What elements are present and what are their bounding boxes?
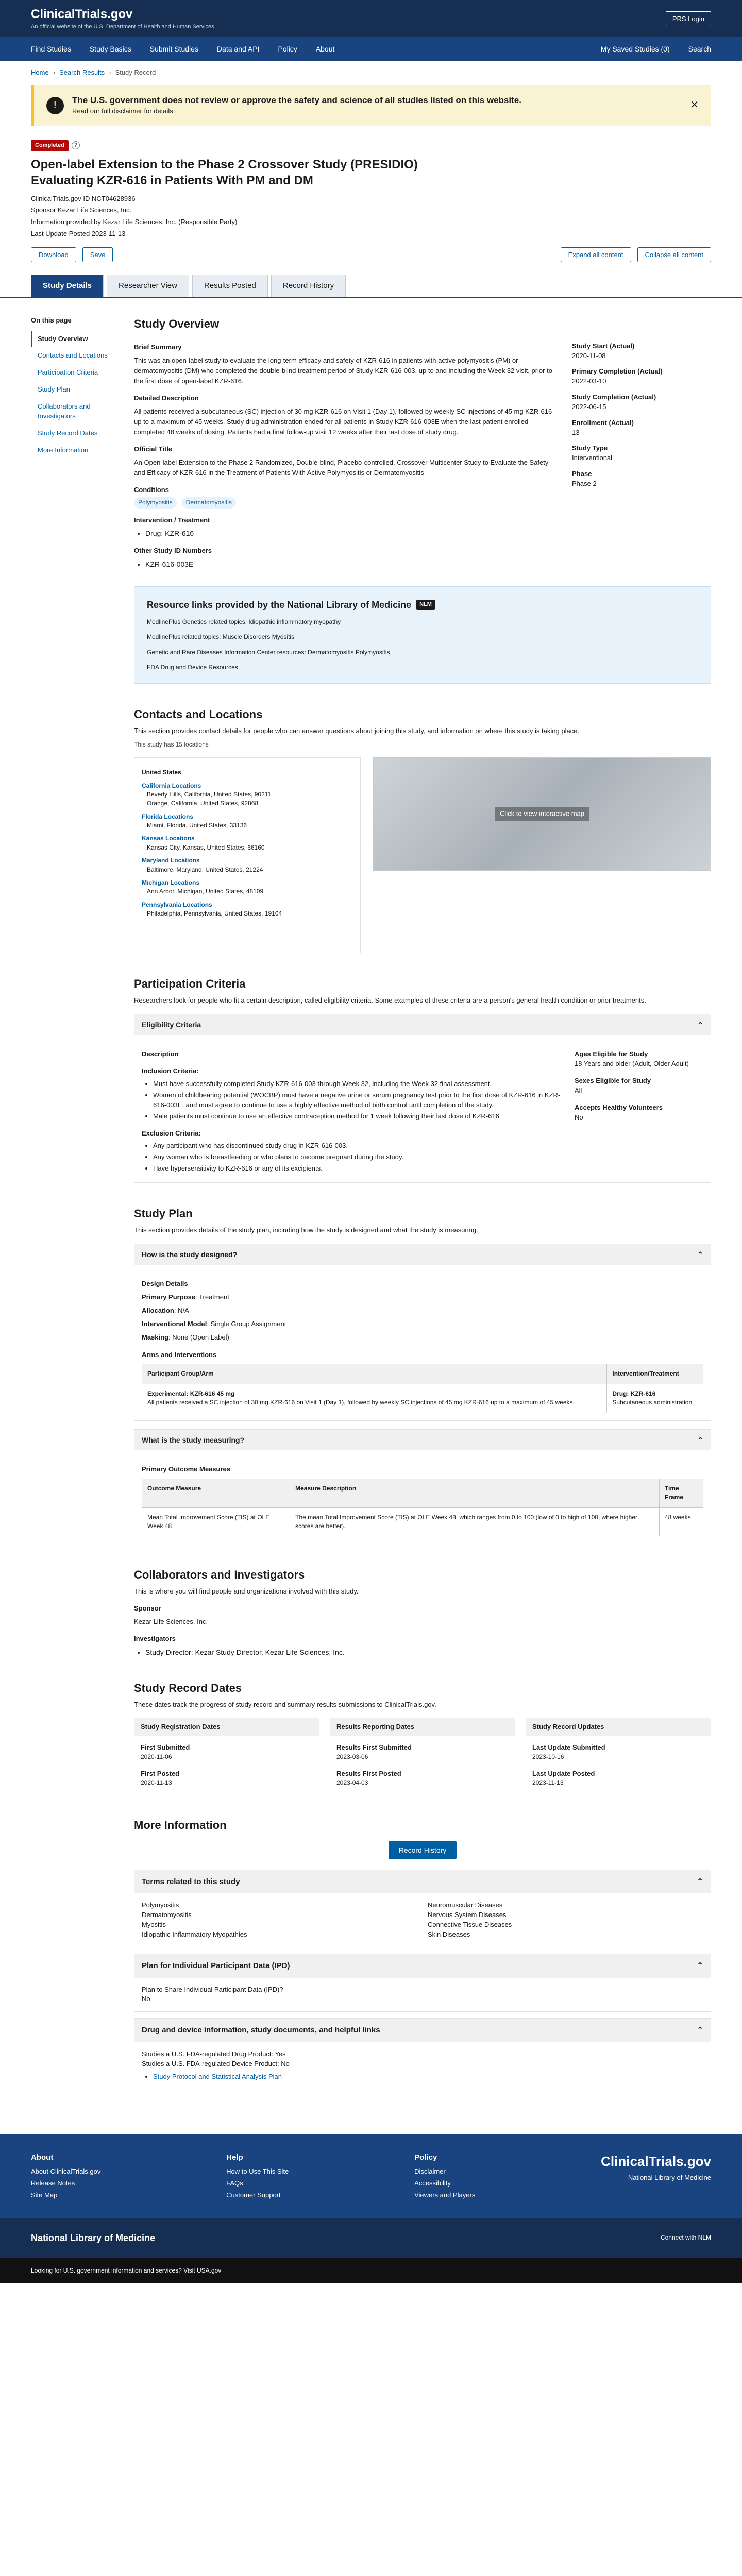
footer-column: Policy Disclaimer Accessibility Viewers and Players	[414, 2150, 475, 2202]
participation-criteria-section	[134, 976, 711, 1183]
design-value: None (Open Label)	[172, 1333, 229, 1342]
brief-summary: This was an open-label study to evaluate the long-term efficacy and safety of KZR-616 in patients with active polymyositis (PM) or dermatomyositis (DM) who completed the double-blind treatment period of Study KZR-616-003, up to and including the Week 32 visit, prior to the first dose of open-label KZR-616.	[134, 356, 552, 385]
footer-link[interactable]: How to Use This Site	[226, 2167, 289, 2176]
location-item: Kansas City, Kansas, United States, 66160	[147, 843, 265, 851]
nav-item[interactable]: Find Studies	[31, 44, 71, 53]
footer-column: Help How to Use This Site FAQs Customer Support	[226, 2150, 289, 2202]
inclusion-item: • Women of childbearing potential (WOCBP) must have a negative urine or serum pregnancy test prior to the first dose of KZR-616 in KZR-616-003E, and must agree to continue to use a highly effective method of birth control until completion of the study.	[153, 1091, 562, 1110]
site-subtitle: An official website of the U.S. Department of Health and Human Services	[31, 24, 214, 30]
state-label: Florida Locations	[142, 812, 194, 820]
other-ids-label: Other Study ID Numbers	[134, 546, 212, 554]
location-list[interactable]	[134, 757, 361, 953]
fact-label: Primary Completion (Actual)	[572, 367, 663, 376]
usa-gov-bar[interactable]: Looking for U.S. government information and services? Visit USA.gov	[0, 2258, 742, 2283]
section-intro: This section provides contact details for people who can answer questions about joining this study, and information on where this study is taking place.	[134, 727, 580, 735]
top-bar	[0, 0, 742, 37]
sponsor-name: Kezar Life Sciences, Inc.	[134, 1618, 208, 1626]
location-item: Beverly Hills, California, United States, 90211	[147, 790, 272, 798]
collaborators-section	[134, 1567, 711, 1657]
description-label: Description	[142, 1050, 179, 1058]
intervention-description: Subcutaneous administration	[612, 1399, 693, 1406]
search-link[interactable]: Search	[688, 44, 711, 53]
study-facts-sidebar	[572, 335, 711, 571]
fact-label: Study Completion (Actual)	[572, 393, 656, 401]
fact-value: Interventional	[572, 454, 613, 462]
expand-all-button[interactable]: Expand all content	[561, 247, 631, 262]
nav-item[interactable]: About	[315, 44, 335, 53]
detailed-description-label: Detailed Description	[134, 394, 199, 402]
nav-item[interactable]: Submit Studies	[149, 44, 198, 53]
design-details-label: Design Details	[142, 1280, 188, 1288]
eligibility-label: Sexes Eligible for Study	[575, 1077, 651, 1085]
resource-row[interactable]: Genetic and Rare Diseases Information Center resources: Dermatomyositis Polymyositis	[147, 648, 390, 656]
section-title: Study Record Dates	[134, 1682, 242, 1695]
fact-label: Enrollment (Actual)	[572, 418, 634, 427]
ipd-accordion	[134, 1954, 711, 2012]
term-item: Neuromuscular Diseases	[428, 1901, 503, 1909]
section-title: Collaborators and Investigators	[134, 1568, 305, 1582]
fact-value: 2022-03-10	[572, 377, 606, 385]
section-title: Contacts and Locations	[134, 708, 263, 721]
official-title-label: Official Title	[134, 445, 173, 453]
nlm-badge: NLM	[416, 600, 435, 610]
footer-link[interactable]: About ClinicalTrials.gov	[31, 2167, 101, 2176]
nlm-connect: Connect with NLM	[660, 2234, 711, 2242]
design-accordion-header[interactable]: How is the study designed? ⌃	[134, 1244, 711, 1265]
tab-record-history[interactable]: Record History	[271, 275, 346, 297]
detailed-description: All patients received a subcutaneous (SC) injection of 30 mg KZR-616 on Visit 1 (Day 1), followed by weekly SC injections of 45 mg KZR-616 up to a maximum of 45 weeks. Study drug administration ended for all patients in Study KZR-616-003E when the last patient enrolled completed 48 weeks of dosing. Patients had a final follow-up visit 12 weeks after their last dose of study drug.	[134, 407, 552, 436]
dates-column: Study Record Updates Last Update Submitted 2023-10-16 Last Update Posted 2023-11-13	[526, 1718, 711, 1794]
resource-row[interactable]: FDA Drug and Device Resources	[147, 664, 238, 671]
term-item: Nervous System Diseases	[428, 1911, 507, 1919]
otp-item[interactable]: Participation Criteria	[38, 368, 98, 377]
dates-column: Results Reporting Dates Results First Submitted 2023-03-06 Results First Posted 2023-04-03	[330, 1718, 515, 1794]
footer-link[interactable]: Viewers and Players	[414, 2191, 476, 2199]
term-item: Idiopathic Inflammatory Myopathies	[142, 1930, 247, 1938]
state-label: Pennsylvania Locations	[142, 901, 212, 908]
fact-value: 2020-11-08	[572, 351, 606, 360]
section-title: Study Overview	[134, 317, 220, 330]
sponsor-label: Sponsor	[134, 1604, 161, 1613]
nav-item[interactable]: Policy	[278, 44, 297, 53]
arms-table: Participant Group/Arm Intervention/Treatment Experimental: KZR-616 45 mg All patients received a SC injection of 30 mg KZR-616 on Visit 1 (Day 1), followed by weekly SC injections of 45 mg KZR-616 up to a maximum of 45 weeks. Drug: KZR-616 Subcutaneous administration	[142, 1364, 703, 1413]
fact-label: Phase	[572, 470, 592, 478]
drug-info-accordion-header[interactable]: Drug and device information, study documents, and helpful links ⌃	[134, 2019, 711, 2042]
eligibility-value: All	[575, 1086, 582, 1094]
country-label: United States	[142, 769, 181, 776]
term-item: Connective Tissue Diseases	[428, 1921, 512, 1929]
terms-accordion-header[interactable]: Terms related to this study ⌃	[134, 1870, 711, 1894]
date-value: 2023-10-16	[532, 1753, 564, 1761]
contacts-section	[134, 706, 711, 953]
saved-studies-link[interactable]: My Saved Studies (0)	[600, 44, 670, 53]
eligibility-header[interactable]: Eligibility Criteria ⌃	[134, 1014, 711, 1035]
outcome-timeframe: 48 weeks	[659, 1507, 703, 1536]
exclusion-item: • Have hypersensitivity to KZR-616 or any of its excipients.	[153, 1164, 562, 1174]
disclaimer-text: Read our full disclaimer for details.	[72, 107, 175, 115]
location-item: Ann Arbor, Michigan, United States, 48109	[147, 888, 264, 895]
study-record-dates-section	[134, 1680, 711, 1794]
chevron-up-icon: ⌃	[697, 1877, 703, 1886]
nlm-bar	[0, 2218, 742, 2258]
location-count: This study has 15 locations	[134, 740, 209, 748]
breadcrumb-current: Study Record	[115, 69, 156, 76]
footer-column: About About ClinicalTrials.gov Release Notes Site Map	[31, 2150, 100, 2202]
resource-row[interactable]: MedlinePlus Genetics related topics: Idiopathic inflammatory myopathy	[147, 618, 341, 625]
otp-title: On this page	[31, 316, 72, 324]
close-icon[interactable]: ✕	[690, 99, 699, 111]
intervention-item: • Drug: KZR-616	[145, 528, 556, 538]
ipd-accordion-header[interactable]: Plan for Individual Participant Data (IPD) ⌃	[134, 1954, 711, 1978]
exclusion-label: Exclusion Criteria:	[142, 1129, 201, 1137]
map-label[interactable]: Click to view interactive map	[495, 807, 589, 821]
eligibility-value: No	[575, 1113, 583, 1121]
site-logo[interactable]: ClinicalTrials.gov	[31, 7, 133, 21]
date-value: 2023-11-13	[532, 1779, 564, 1787]
terms-accordion	[134, 1870, 711, 1947]
official-title: An Open-label Extension to the Phase 2 Randomized, Double-blind, Placebo-controlled, Crossover Multicenter Study to Evaluate the Safety and Efficacy of KZR-616 in the Treatment of Patients With Active Polymyositis or Dermatomyositis	[134, 459, 549, 477]
fact-value: Phase 2	[572, 479, 597, 487]
location-item: Orange, California, United States, 92868	[147, 800, 259, 807]
eligibility-label: Accepts Healthy Volunteers	[575, 1103, 663, 1111]
footer-link[interactable]: FAQs	[226, 2179, 243, 2188]
tab-researcher-view[interactable]: Researcher View	[107, 275, 189, 297]
download-button[interactable]: Download	[31, 247, 76, 262]
location-item: Miami, Florida, United States, 33136	[147, 822, 247, 829]
chevron-up-icon: ⌃	[697, 2026, 703, 2035]
investigators-label: Investigators	[134, 1635, 176, 1643]
tab-results-posted[interactable]: Results Posted	[192, 275, 268, 297]
site-footer	[0, 2134, 742, 2218]
device-regulated: Studies a U.S. FDA-regulated Device Product: No	[142, 2059, 290, 2067]
other-id-item: • KZR-616-003E	[145, 559, 556, 569]
breadcrumb-home[interactable]: Home	[31, 69, 49, 76]
section-intro: This is where you will find people and organizations involved with this study.	[134, 1587, 359, 1596]
brief-summary-label: Brief Summary	[134, 343, 182, 351]
intervention-label: Intervention / Treatment	[134, 516, 210, 524]
state-label: Kansas Locations	[142, 835, 195, 842]
section-intro: This section provides details of the study plan, including how the study is designed and what the study is measuring.	[134, 1226, 478, 1234]
term-item: Polymyositis	[142, 1901, 179, 1909]
nlm-title[interactable]: National Library of Medicine	[31, 2232, 156, 2243]
resource-row[interactable]: MedlinePlus related topics: Muscle Disorders Myositis	[147, 633, 295, 641]
investigator-item: • Study Director: Kezar Study Director, Kezar Life Sciences, Inc.	[145, 1647, 711, 1657]
nav-item[interactable]: Data and API	[216, 44, 260, 53]
state-label: Michigan Locations	[142, 879, 200, 887]
section-intro: Researchers look for people who fit a certain description, called eligibility criteria. Some examples of these criteria are a person's general health condition or prior treatments.	[134, 996, 646, 1004]
nct-id: ClinicalTrials.gov ID NCT04628936	[31, 194, 136, 202]
arm-description: All patients received a SC injection of 30 mg KZR-616 on Visit 1 (Day 1), followed by weekly SC injections of 45 mg KZR-616 up to a maximum of 45 weeks.	[147, 1399, 575, 1406]
outcome-description: The mean Total Improvement Score (TIS) at OLE Week 48, which ranges from 0 to 100 (low of 0 to high of 100, where higher scores are better).	[290, 1507, 660, 1536]
inclusion-item: • Male patients must continue to use an effective contraception method for 1 week following their last dose of KZR-616.	[153, 1112, 562, 1122]
study-plan-section: Study Plan This section provides details of the study plan, including how the study is designed and what the study is measuring. How is the study designed? ⌃ Design Details Primary Purpose: Treatment Allocation: N/A Interventional Model: Single Group Assignment Masking: None (Open Label) Arms and Interventions Participant Group/Arm Intervention/Treatment Experimental: KZR-616 45 mg All patients received a SC injection of 30 mg KZR-616 on Visit 1 (Day 1), followed by weekly SC injections of 45 mg KZR-616 up to a maximum of 45 weeks. Drug: KZR-616 Subcutaneous administration What is the study measuring? ⌃ Primary Outcome Measures Outcome Measure Measure Description Time Frame Mean Total Improvement Score (TIS) at OLE Week 48 The mean Total Improvement Score (TIS) at OLE Week 48, which ranges from 0 to 100 (low of 0 to high of 100, where higher scores are better). 48 weeks	[134, 1206, 711, 1544]
date-value: 2020-11-06	[141, 1753, 172, 1761]
fact-label: Study Type	[572, 444, 608, 452]
condition-chip[interactable]: Polymyositis	[134, 497, 177, 508]
main-nav	[0, 37, 742, 61]
term-item: Myositis	[142, 1921, 166, 1929]
condition-chip[interactable]: Dermatomyositis	[182, 497, 236, 508]
footer-brand	[601, 2150, 711, 2202]
outcome-table: Outcome Measure Measure Description Time Frame Mean Total Improvement Score (TIS) at OLE Week 48 The mean Total Improvement Score (TIS) at OLE Week 48, which ranges from 0 to 100 (low of 0 to high of 100, where higher scores are better). 48 weeks	[142, 1479, 703, 1537]
breadcrumb: Home › Search Results › Study Record	[0, 61, 742, 85]
state-label: California Locations	[142, 782, 201, 789]
study-document-link[interactable]: Study Protocol and Statistical Analysis Plan	[153, 2072, 282, 2080]
design-value: N/A	[178, 1307, 189, 1315]
breadcrumb-search-results[interactable]: Search Results	[59, 69, 105, 76]
section-title: More Information	[134, 1818, 227, 1832]
state-label: Maryland Locations	[142, 857, 200, 865]
section-title: Study Plan	[134, 1207, 193, 1220]
dates-column: Study Registration Dates First Submitted 2020-11-06 First Posted 2020-11-13	[134, 1718, 319, 1794]
nav-item[interactable]: Study Basics	[89, 44, 131, 53]
eligibility-label: Ages Eligible for Study	[575, 1050, 648, 1058]
drug-info-accordion	[134, 2018, 711, 2091]
location-item: Baltimore, Maryland, United States, 21224	[147, 866, 263, 873]
status-badge: Completed	[31, 140, 69, 151]
otp-item[interactable]: More Information	[38, 446, 89, 454]
fact-label: Study Start (Actual)	[572, 342, 635, 350]
disclaimer-title: The U.S. government does not review or approve the safety and science of all studies listed on this website.	[72, 95, 521, 105]
last-update: Last Update Posted 2023-11-13	[31, 230, 126, 238]
otp-item[interactable]: Contacts and Locations	[38, 351, 108, 360]
more-information-section	[134, 1817, 711, 2091]
government-disclaimer-banner	[31, 85, 711, 126]
chevron-up-icon: ⌃	[697, 1961, 703, 1970]
tab-study-details[interactable]: Study Details	[31, 275, 104, 297]
info-provided-by: Information provided by Kezar Life Sciences, Inc. (Responsible Party)	[31, 218, 238, 226]
design-value: Single Group Assignment	[210, 1320, 286, 1328]
eligibility-value: 18 Years and older (Adult, Older Adult)	[575, 1060, 689, 1068]
footer-link[interactable]: Customer Support	[226, 2191, 281, 2199]
otp-item[interactable]: Collaborators and Investigators	[38, 402, 91, 420]
footer-link[interactable]: Disclaimer	[414, 2167, 446, 2176]
section-intro: These dates track the progress of study record and summary results submissions to ClinicalTrials.gov.	[134, 1701, 436, 1709]
chevron-up-icon: ⌃	[697, 1435, 703, 1444]
location-map[interactable]	[373, 757, 711, 871]
on-this-page-nav	[31, 316, 119, 2114]
collapse-all-button[interactable]: Collapse all content	[637, 247, 711, 262]
date-value: 2023-04-03	[336, 1779, 368, 1787]
otp-item[interactable]: Study Overview	[31, 331, 119, 348]
measure-accordion-header[interactable]: What is the study measuring? ⌃	[134, 1430, 711, 1450]
outcome-measure: Mean Total Improvement Score (TIS) at OLE Week 48	[142, 1507, 290, 1536]
study-header	[0, 126, 742, 262]
inclusion-item: • Must have successfully completed Study KZR-616-003 through Week 32, including the Week 32 final assessment.	[153, 1079, 562, 1089]
footer-address: National Library of Medicine	[628, 2174, 711, 2182]
date-value: 2023-03-06	[336, 1753, 368, 1761]
intervention-name: Drug: KZR-616	[612, 1389, 656, 1397]
chevron-up-icon: ⌃	[697, 1021, 703, 1029]
save-button[interactable]: Save	[82, 247, 113, 262]
drug-regulated: Studies a U.S. FDA-regulated Drug Product: Yes	[142, 2050, 286, 2058]
arms-label: Arms and Interventions	[142, 1350, 217, 1359]
ipd-answer: No	[142, 1995, 150, 2003]
prs-login-button[interactable]: PRS Login	[666, 11, 711, 26]
conditions-label: Conditions	[134, 486, 169, 494]
footer-logo[interactable]: ClinicalTrials.gov	[601, 2153, 711, 2169]
nlm-resource-box	[134, 586, 711, 684]
inclusion-label: Inclusion Criteria:	[142, 1067, 199, 1075]
term-item: Dermatomyositis	[142, 1911, 192, 1919]
site-brand[interactable]	[31, 6, 214, 32]
ipd-question: Plan to Share Individual Participant Data (IPD)?	[142, 1985, 283, 1993]
study-title: Open-label Extension to the Phase 2 Crossover Study (PRESIDIO) Evaluating KZR-616 in Patients With PM and DM	[31, 158, 418, 188]
location-item: Philadelphia, Pennsylvania, United States, 19104	[147, 910, 282, 918]
fact-value: 2022-06-15	[572, 402, 606, 411]
exclusion-item: • Any woman who is breastfeeding or who plans to become pregnant during the study.	[153, 1153, 562, 1162]
design-value: Treatment	[199, 1293, 229, 1301]
footer-link[interactable]: Accessibility	[414, 2179, 451, 2188]
footer-link[interactable]: Release Notes	[31, 2179, 75, 2188]
otp-item[interactable]: Study Record Dates	[38, 429, 98, 437]
term-item: Skin Diseases	[428, 1930, 470, 1938]
arm-name: Experimental: KZR-616 45 mg	[147, 1389, 235, 1397]
resource-title: Resource links provided by the National Library of Medicine	[147, 599, 412, 610]
date-value: 2020-11-13	[141, 1779, 172, 1787]
section-title: Participation Criteria	[134, 977, 246, 991]
sponsor-line: Sponsor Kezar Life Sciences, Inc.	[31, 206, 132, 214]
chevron-up-icon: ⌃	[697, 1250, 703, 1259]
help-icon[interactable]: ?	[72, 141, 80, 149]
otp-item[interactable]: Study Plan	[38, 385, 70, 394]
study-tabs	[0, 275, 742, 298]
warning-icon: !	[46, 97, 64, 114]
study-overview-section	[134, 316, 711, 684]
record-history-button[interactable]: Record History	[389, 1841, 457, 1859]
primary-outcome-label: Primary Outcome Measures	[142, 1465, 230, 1473]
footer-link[interactable]: Site Map	[31, 2191, 58, 2199]
exclusion-item: • Any participant who has discontinued study drug in KZR-616-003.	[153, 1141, 562, 1151]
fact-value: 13	[572, 428, 580, 436]
